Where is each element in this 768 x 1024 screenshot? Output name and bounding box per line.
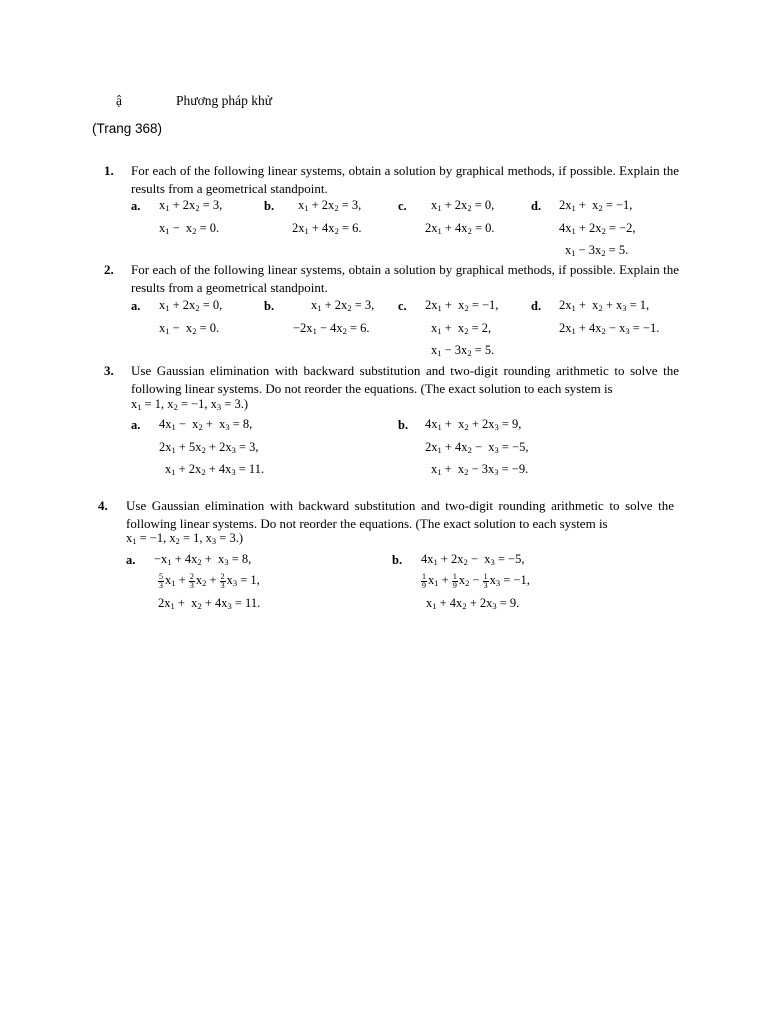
problem-text: For each of the following linear systems, obtain a solution by graphical methods, if possible. Explain the results from a geometrical standpoint.: [131, 163, 679, 196]
problem-number: 4.: [98, 498, 108, 513]
equation: $2x_1 + 4x_2 = 6$.: [292, 221, 362, 236]
exact-solution: $x_1 = -1$, $x_2 = 1$, $x_3 = 3$.): [126, 531, 244, 546]
header-glyph: ậ: [116, 93, 122, 108]
equation: $4x_1 + 2x_2 - x_3 = -5$,: [421, 552, 525, 567]
part-label: a.: [131, 199, 141, 213]
equation: $-x_1 + 4x_2 + x_3 = 8$,: [154, 552, 252, 567]
equation: $x_1 - 3x_2 = 5$.: [565, 243, 629, 258]
equation: $x_1 - x_2 = 0$.: [159, 221, 220, 236]
equation: $x_1 + 2x_2 = 3$,: [298, 198, 362, 213]
part-label: b.: [398, 418, 409, 432]
equation: $\frac{1}{9}$ $x_1$ + $\frac{1}{9}$ $x_2$ − $\frac{1}{3}$ $x_3 = -1$,: [422, 572, 530, 590]
part-label: a.: [131, 418, 141, 432]
equation: $2x_1 + 5x_2 + 2x_3 = 3$,: [159, 440, 259, 455]
equation: $2x_1 + x_2 = -1$,: [559, 198, 633, 213]
problem-number: 1.: [104, 163, 114, 178]
part-label: d.: [531, 299, 542, 313]
equation: $2x_1 + 4x_2 - x_3 = -1$.: [559, 321, 660, 336]
equation: $4x_1 + 2x_2 = -2$,: [559, 221, 636, 236]
equation: $x_1 + 2x_2 = 0$,: [431, 198, 495, 213]
equation: $\frac{5}{3}$ $x_1$ + $\frac{2}{3}$ $x_2$ + $\frac{2}{3}$ $x_3 = 1$,: [159, 572, 260, 590]
problem-number: 3.: [104, 363, 114, 378]
problem-text: Use Gaussian elimination with backward substitution and two-digit rounding arithmetic to solve the following linear systems. Do not reorder the equations. (The exact solution to each system is: [126, 498, 674, 531]
equation: $2x_1 + x_2 = -1$,: [425, 298, 499, 313]
exact-solution: $x_1 = 1$, $x_2 = -1$, $x_3 = 3$.): [131, 397, 249, 412]
part-label: d.: [531, 199, 542, 213]
section-title: Phương pháp khử: [176, 93, 273, 108]
equation: $x_1 + 2x_2 = 0$,: [159, 298, 223, 313]
equation: $-2x_1 - 4x_2 = 6$.: [293, 321, 370, 336]
part-label: a.: [131, 299, 141, 313]
page-reference: (Trang 368): [92, 121, 163, 136]
equation: $4x_1 - x_2 + x_3 = 8$,: [159, 417, 253, 432]
equation: $x_1 + 2x_2 + 4x_3 = 11$.: [165, 462, 265, 477]
equation: $x_1 - 3x_2 = 5$.: [431, 343, 495, 358]
equation: $x_1 + x_2 = 2$,: [431, 321, 492, 336]
problem-number: 2.: [104, 262, 114, 277]
equation: $x_1 + 2x_2 = 3$,: [159, 198, 223, 213]
equation: $2x_1 + 4x_2 - x_3 = -5$,: [425, 440, 529, 455]
equation: $x_1 + 4x_2 + 2x_3 = 9$.: [426, 596, 520, 611]
equation: $x_1 - x_2 = 0$.: [159, 321, 220, 336]
part-label: c.: [398, 299, 407, 313]
equation: $2x_1 + x_2 + x_3 = 1$,: [559, 298, 650, 313]
part-label: c.: [398, 199, 407, 213]
part-label: a.: [126, 553, 136, 567]
problem-text: For each of the following linear systems, obtain a solution by graphical methods, if possible. Explain the results from a geometrical standpoint.: [131, 262, 679, 295]
equation: $4x_1 + x_2 + 2x_3 = 9$,: [425, 417, 522, 432]
equation: $2x_1 + 4x_2 = 0$.: [425, 221, 495, 236]
problem-text: Use Gaussian elimination with backward substitution and two-digit rounding arithmetic to solve the following linear systems. Do not reorder the equations. (The exact solution to each system is: [131, 363, 679, 396]
part-label: b.: [264, 199, 275, 213]
equation: $x_1 + x_2 - 3x_3 = -9$.: [431, 462, 529, 477]
equation: $x_1 + 2x_2 = 3$,: [311, 298, 375, 313]
part-label: b.: [264, 299, 275, 313]
equation: $2x_1 + x_2 + 4x_3 = 11$.: [158, 596, 261, 611]
part-label: b.: [392, 553, 403, 567]
